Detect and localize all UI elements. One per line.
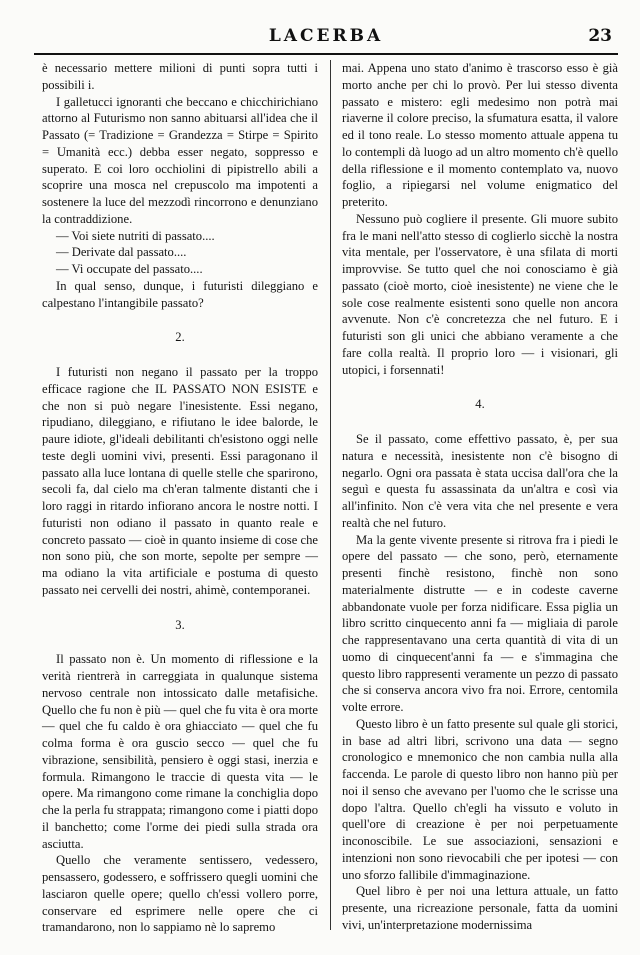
masthead-title: LACERBA: [268, 26, 384, 46]
paragraph: In qual senso, dunque, i futuristi dileggiano e calpestano l'intangibile passato?: [42, 278, 318, 310]
column-divider: [330, 60, 331, 930]
dialogue-line: — Voi siete nutriti di passato....: [56, 228, 215, 243]
paragraph: Il passato non è. Un momento di riflessione e la verità rientrerà in carreggiata in qualunque sistema nervoso centrale non intossicato dalle metafisiche. Quello che fu non è più — quel che fu vita è ora morte — quel che fu caldo è ora ghiacciato — quel che fu colma forma è ora guscio secco — quel che fu vibrazione, sensibilità, pensiero è oggi stasi, inerzia e formula. Rimangono le traccie di questa vita — le opere. Ma rimangono come rimane la conchiglia dopo che la perla fu strappata; rimangono come i piatti dopo il banchetto; come l'orme dei piedi sulla strada ora asciutta.: [42, 652, 318, 851]
paragraph: mai. Appena uno stato d'animo è trascorso esso è già morto anche per chi lo provò. Per lui stesso diventa passato e mistero: egli medesimo non potrà mai riaverne il colore preciso, la sfumatura esatta, il valore ed il tono reale. Lo stesso momento attuale appena tu lo contempli dà luogo ad un altro momento ch'è quello della riflessione e il momento contemplato va, nuovo foglio, a ripiegarsi nel volume enigmatico del preterito.: [342, 61, 618, 209]
section-number: 4.: [475, 397, 485, 412]
paragraph: I futuristi non negano il passato per la troppo efficace ragione che IL PASSATO NON ESISTE e che non si può negare l'inesistente. Essi negano, ripudiano, dileggiano, e rifiutano le idee balorde, le paure idiote, gl'ideali debilitanti ch'esistono oggi nelle teste degli uomini vivi, presenti. Essi paragonano il passato alla luce lontana di quelle stelle che sparirono, secoli fa, dal cielo ma ch'eran talmente distanti che i loro raggi in ritardo infiorano ancora le nostre notti. I futuristi non odiano il passato in quanto reale e concreto passato — cioè in quanto insieme di cose che non sono più, che son morte, sepolte per sempre — ma odiano la vita artificiale e postuma di questo passato nei cervelli dei nostri, ahimè, contemporanei.: [42, 365, 318, 597]
paragraph: Ma la gente vivente presente si ritrova fra i piedi le opere del passato — che sono, però, eternamente presenti finchè resistono, finchè non sono materialmente distrutte — e in codeste caverne abbandonate vuole per forza nidificare. Essa piglia un libro scritto cinquecento anni fa — migliaia di parole che rappresentavano una certa quantità di vita di un uomo di cinquecent'anni fa — e s'immagina che questo libro rappresenti veramente un pezzo di passato che si conserva ancora vivo fra noi. Errore, centomila volte errore.: [342, 532, 618, 714]
paragraph: Quello che veramente sentissero, vedessero, pensassero, godessero, e soffrissero quegli uomini che lasciaron quelle opere; quello ch'essi vollero porre, conservare ed esprimere nelle opere che ci tramandarono, non lo sappiamo nè lo sapremo: [42, 853, 318, 935]
paragraph: Questo libro è un fatto presente sul quale gli storici, in base ad altri libri, scrivono una data — segno cronologico e mnemonico che non cambia nulla alla faccenda. Le parole di questo libro non hanno più per noi il senso che avevano per l'uomo che le scrisse una dopo l'altra. Quello ch'egli ha vissuto e voluto in quell'ore di creazione è per noi perpetuamente inconoscibile. Le sue associazioni, sensazioni e intenzioni non sono rievocabili che per ipotesi — con uno sforzo fallibile d'immaginazione.: [342, 716, 618, 882]
paragraph: è necessario mettere milioni di punti sopra tutti i possibili i.: [42, 61, 318, 92]
dialogue-line: — Vi occupate del passato....: [56, 262, 203, 276]
paragraph: I galletucci ignoranti che beccano e chicchirichiano attorno al Futurismo non sanno abituarsi all'idea che il Passato (= Tradizione = Grandezza = Stirpe = Spirito = Umanità ecc.) debba esser negato, soppresso e superato. E coi loro occhiolini di pipistrello abili a scoprire una mosca nel crepuscolo ma impotenti a sostenere la luce del mezzodì rincorrono e denunziano la contraddizione.: [42, 94, 318, 226]
left-column: [42, 60, 318, 936]
paragraph: Nessuno può cogliere il presente. Gli muore subito fra le mani nell'atto stesso di coglierlo sicchè la nostra vita mentale, per l'osservatore, è una sfilata di morti improvvise. Se tutto quel che noi conosciamo è già passato (cioè morto, cioè inesistente) ne viene che le sole cose realmente esistenti sono quelle non ancora avvenute. Non c'è concretezza che nel futuro. E i futuristi son gli unici che abbiano veramente a che fare colla realtà. Il proprio loro — i visionari, gli utopici, i forsennati!: [342, 211, 618, 377]
page-header: [34, 26, 618, 48]
paragraph: Se il passato, come effettivo passato, è, per sua natura e necessità, inesistente non c'è bisogno di negarlo. Ogni ora passata è stata uccisa dall'ora che la seguì e questa fu assassinata da un'altra e così via all'infinito. Non c'è vera vita che nel presente e vera realtà che nel futuro.: [342, 432, 618, 530]
section-number: 3.: [175, 617, 185, 632]
header-rule: [34, 53, 618, 55]
dialogue-line: — Derivate dal passato....: [56, 245, 187, 260]
right-column: [342, 60, 618, 934]
section-number: 2.: [175, 330, 185, 345]
page-number: 23: [588, 26, 612, 46]
paragraph: Quel libro è per noi una lettura attuale, un fatto presente, una ricreazione personale, fatta da uomini vivi, un'interpretazione modernissima: [342, 884, 618, 932]
